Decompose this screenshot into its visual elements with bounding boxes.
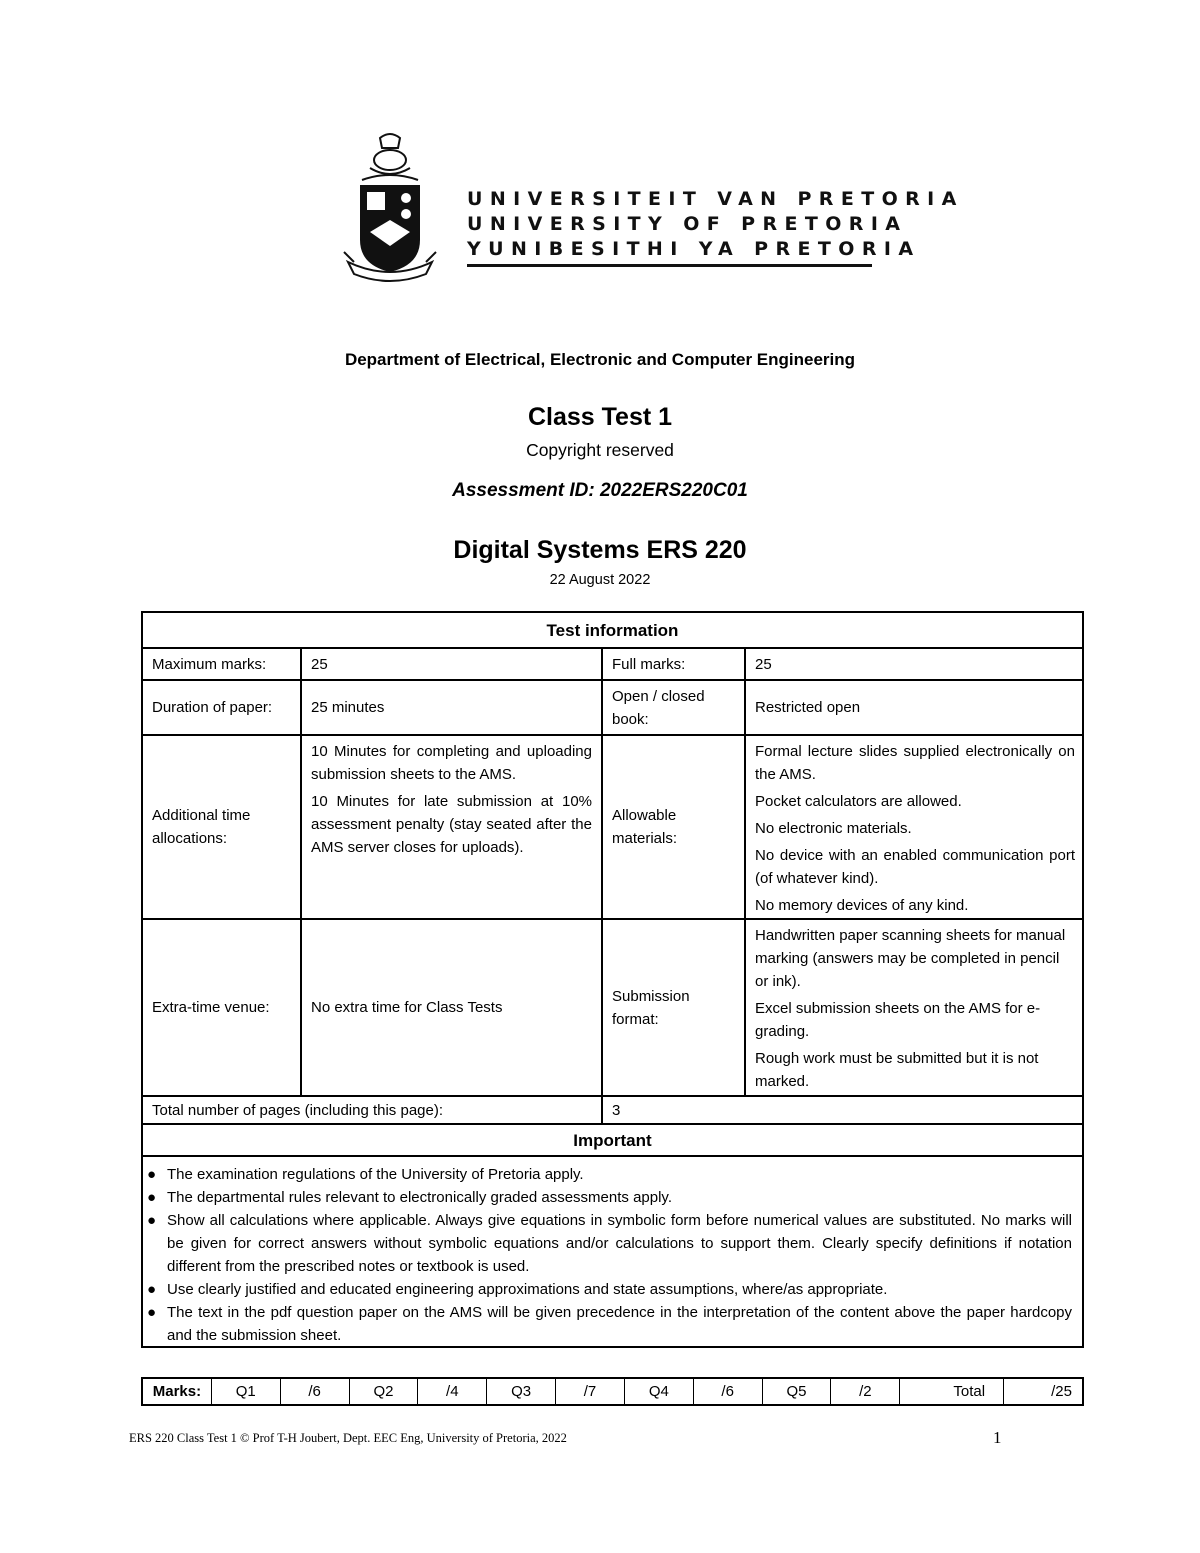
marks-cell-q1: Q1 <box>211 1379 280 1404</box>
marks-cell-q4-max: /6 <box>693 1379 762 1404</box>
duration-value: 25 minutes <box>300 681 601 734</box>
allowable-materials-label: Allowable materials: <box>601 736 744 918</box>
bullet-icon: ● <box>147 1281 157 1298</box>
table-row-allocations <box>143 734 1082 918</box>
marks-table <box>141 1377 1084 1406</box>
important-item: ● Show all calculations where applicable. Always give equations in symbolic form before numerical values are substituted. No marks will be given for correct answers without symbolic equations and/or calculations to support them. Clearly specify definitions if notation different from the prescribed notes or textbook is used. <box>143 1209 1072 1278</box>
additional-time-item: 10 Minutes for completing and uploading submission sheets to the AMS. <box>311 743 592 783</box>
marks-cell-q5-max: /2 <box>830 1379 899 1404</box>
bullet-icon: ● <box>147 1304 157 1321</box>
submission-item: Handwritten paper scanning sheets for manual marking (answers may be completed in pencil or ink). <box>755 927 1066 990</box>
max-marks-label: Maximum marks: <box>152 655 267 673</box>
important-list <box>143 1157 1082 1347</box>
full-marks-value: 25 <box>744 649 1084 679</box>
department-name: Department of Electrical, Electronic and Computer Engineering <box>344 350 856 369</box>
test-date: 22 August 2022 <box>549 572 651 588</box>
marks-label: Marks: <box>152 1383 202 1400</box>
logo-line-sepedi: YUNIBESITHI YA PRETORIA <box>467 238 921 260</box>
marks-cell-q4: Q4 <box>624 1379 693 1404</box>
table-row-important-heading <box>143 1123 1082 1155</box>
book-label: Open / closed book: <box>601 681 744 734</box>
marks-cell-q3: Q3 <box>486 1379 555 1404</box>
table-row-heading <box>143 613 1082 647</box>
marks-cell-total-max: /25 <box>1003 1379 1082 1404</box>
allowable-item: No device with an enabled communication port (of whatever kind). <box>755 847 1075 887</box>
copyright-notice: Copyright reserved <box>526 440 674 460</box>
university-logo <box>340 130 964 290</box>
marks-cell-q3-max: /7 <box>555 1379 624 1404</box>
table-row-pages <box>143 1095 1082 1123</box>
table-row-important <box>143 1155 1082 1346</box>
bullet-icon: ● <box>147 1212 157 1229</box>
important-item: ● The examination regulations of the University of Pretoria apply. <box>143 1163 1072 1186</box>
test-information-table <box>141 611 1084 1348</box>
pages-label: Total number of pages (including this page): <box>152 1101 444 1119</box>
logo-line-afrikaans: UNIVERSITEIT VAN PRETORIA <box>467 188 964 210</box>
important-item: ● The text in the pdf question paper on the AMS will be given precedence in the interpretation of the content above the paper hardcopy and the submission sheet. <box>143 1301 1072 1347</box>
subject-title: Digital Systems ERS 220 <box>453 536 747 564</box>
important-item: ● Use clearly justified and educated engineering approximations and state assumptions, where/as appropriate. <box>143 1278 1072 1301</box>
book-value: Restricted open <box>744 681 1084 734</box>
additional-time-item: 10 Minutes for late submission at 10% assessment penalty (stay seated after the AMS server closes for uploads). <box>311 793 592 856</box>
marks-cell-q2-max: /4 <box>417 1379 486 1404</box>
marks-cell-q5: Q5 <box>762 1379 831 1404</box>
logo-line-english: UNIVERSITY OF PRETORIA <box>467 213 908 235</box>
extra-time-venue-value: No extra time for Class Tests <box>300 920 601 1095</box>
university-crest-icon <box>340 130 440 285</box>
max-marks-value: 25 <box>300 649 601 679</box>
page-number: 1 <box>993 1428 1002 1447</box>
allowable-item: No memory devices of any kind. <box>755 897 969 914</box>
marks-cell-q1-max: /6 <box>280 1379 349 1404</box>
marks-cell-q2: Q2 <box>349 1379 418 1404</box>
full-marks-label: Full marks: <box>601 649 744 679</box>
test-information-heading: Test information <box>546 620 679 640</box>
allowable-item: Pocket calculators are allowed. <box>755 793 962 810</box>
logo-underline <box>467 264 872 267</box>
submission-item: Rough work must be submitted but it is not marked. <box>755 1050 1039 1090</box>
marks-cell-total: Total <box>899 1379 1003 1404</box>
submission-format-label: Submission format: <box>601 920 744 1095</box>
additional-time-label: Additional time allocations: <box>152 807 251 847</box>
additional-time-value <box>300 736 601 918</box>
duration-label: Duration of paper: <box>152 699 273 716</box>
pages-value: 3 <box>601 1097 1082 1123</box>
assessment-id: Assessment ID: 2022ERS220C01 <box>452 480 748 501</box>
allowable-materials-value <box>744 736 1084 918</box>
allowable-item: No electronic materials. <box>755 820 912 837</box>
test-title: Class Test 1 <box>527 403 673 431</box>
bullet-icon: ● <box>147 1166 157 1183</box>
extra-time-venue-label: Extra-time venue: <box>152 999 270 1016</box>
table-row-duration <box>143 679 1082 734</box>
submission-item: Excel submission sheets on the AMS for e-grading. <box>755 1000 1041 1040</box>
bullet-icon: ● <box>147 1189 157 1206</box>
important-heading: Important <box>573 1130 652 1150</box>
allowable-item: Formal lecture slides supplied electronically on the AMS. <box>755 743 1075 783</box>
page-footer: ERS 220 Class Test 1 © Prof T-H Joubert, Dept. EEC Eng, University of Pretoria, 2022 <box>129 1431 567 1445</box>
submission-format-value <box>744 920 1084 1095</box>
table-row-venue <box>143 918 1082 1095</box>
important-item: ● The departmental rules relevant to electronically graded assessments apply. <box>143 1186 1072 1209</box>
table-row-marks <box>143 647 1082 679</box>
